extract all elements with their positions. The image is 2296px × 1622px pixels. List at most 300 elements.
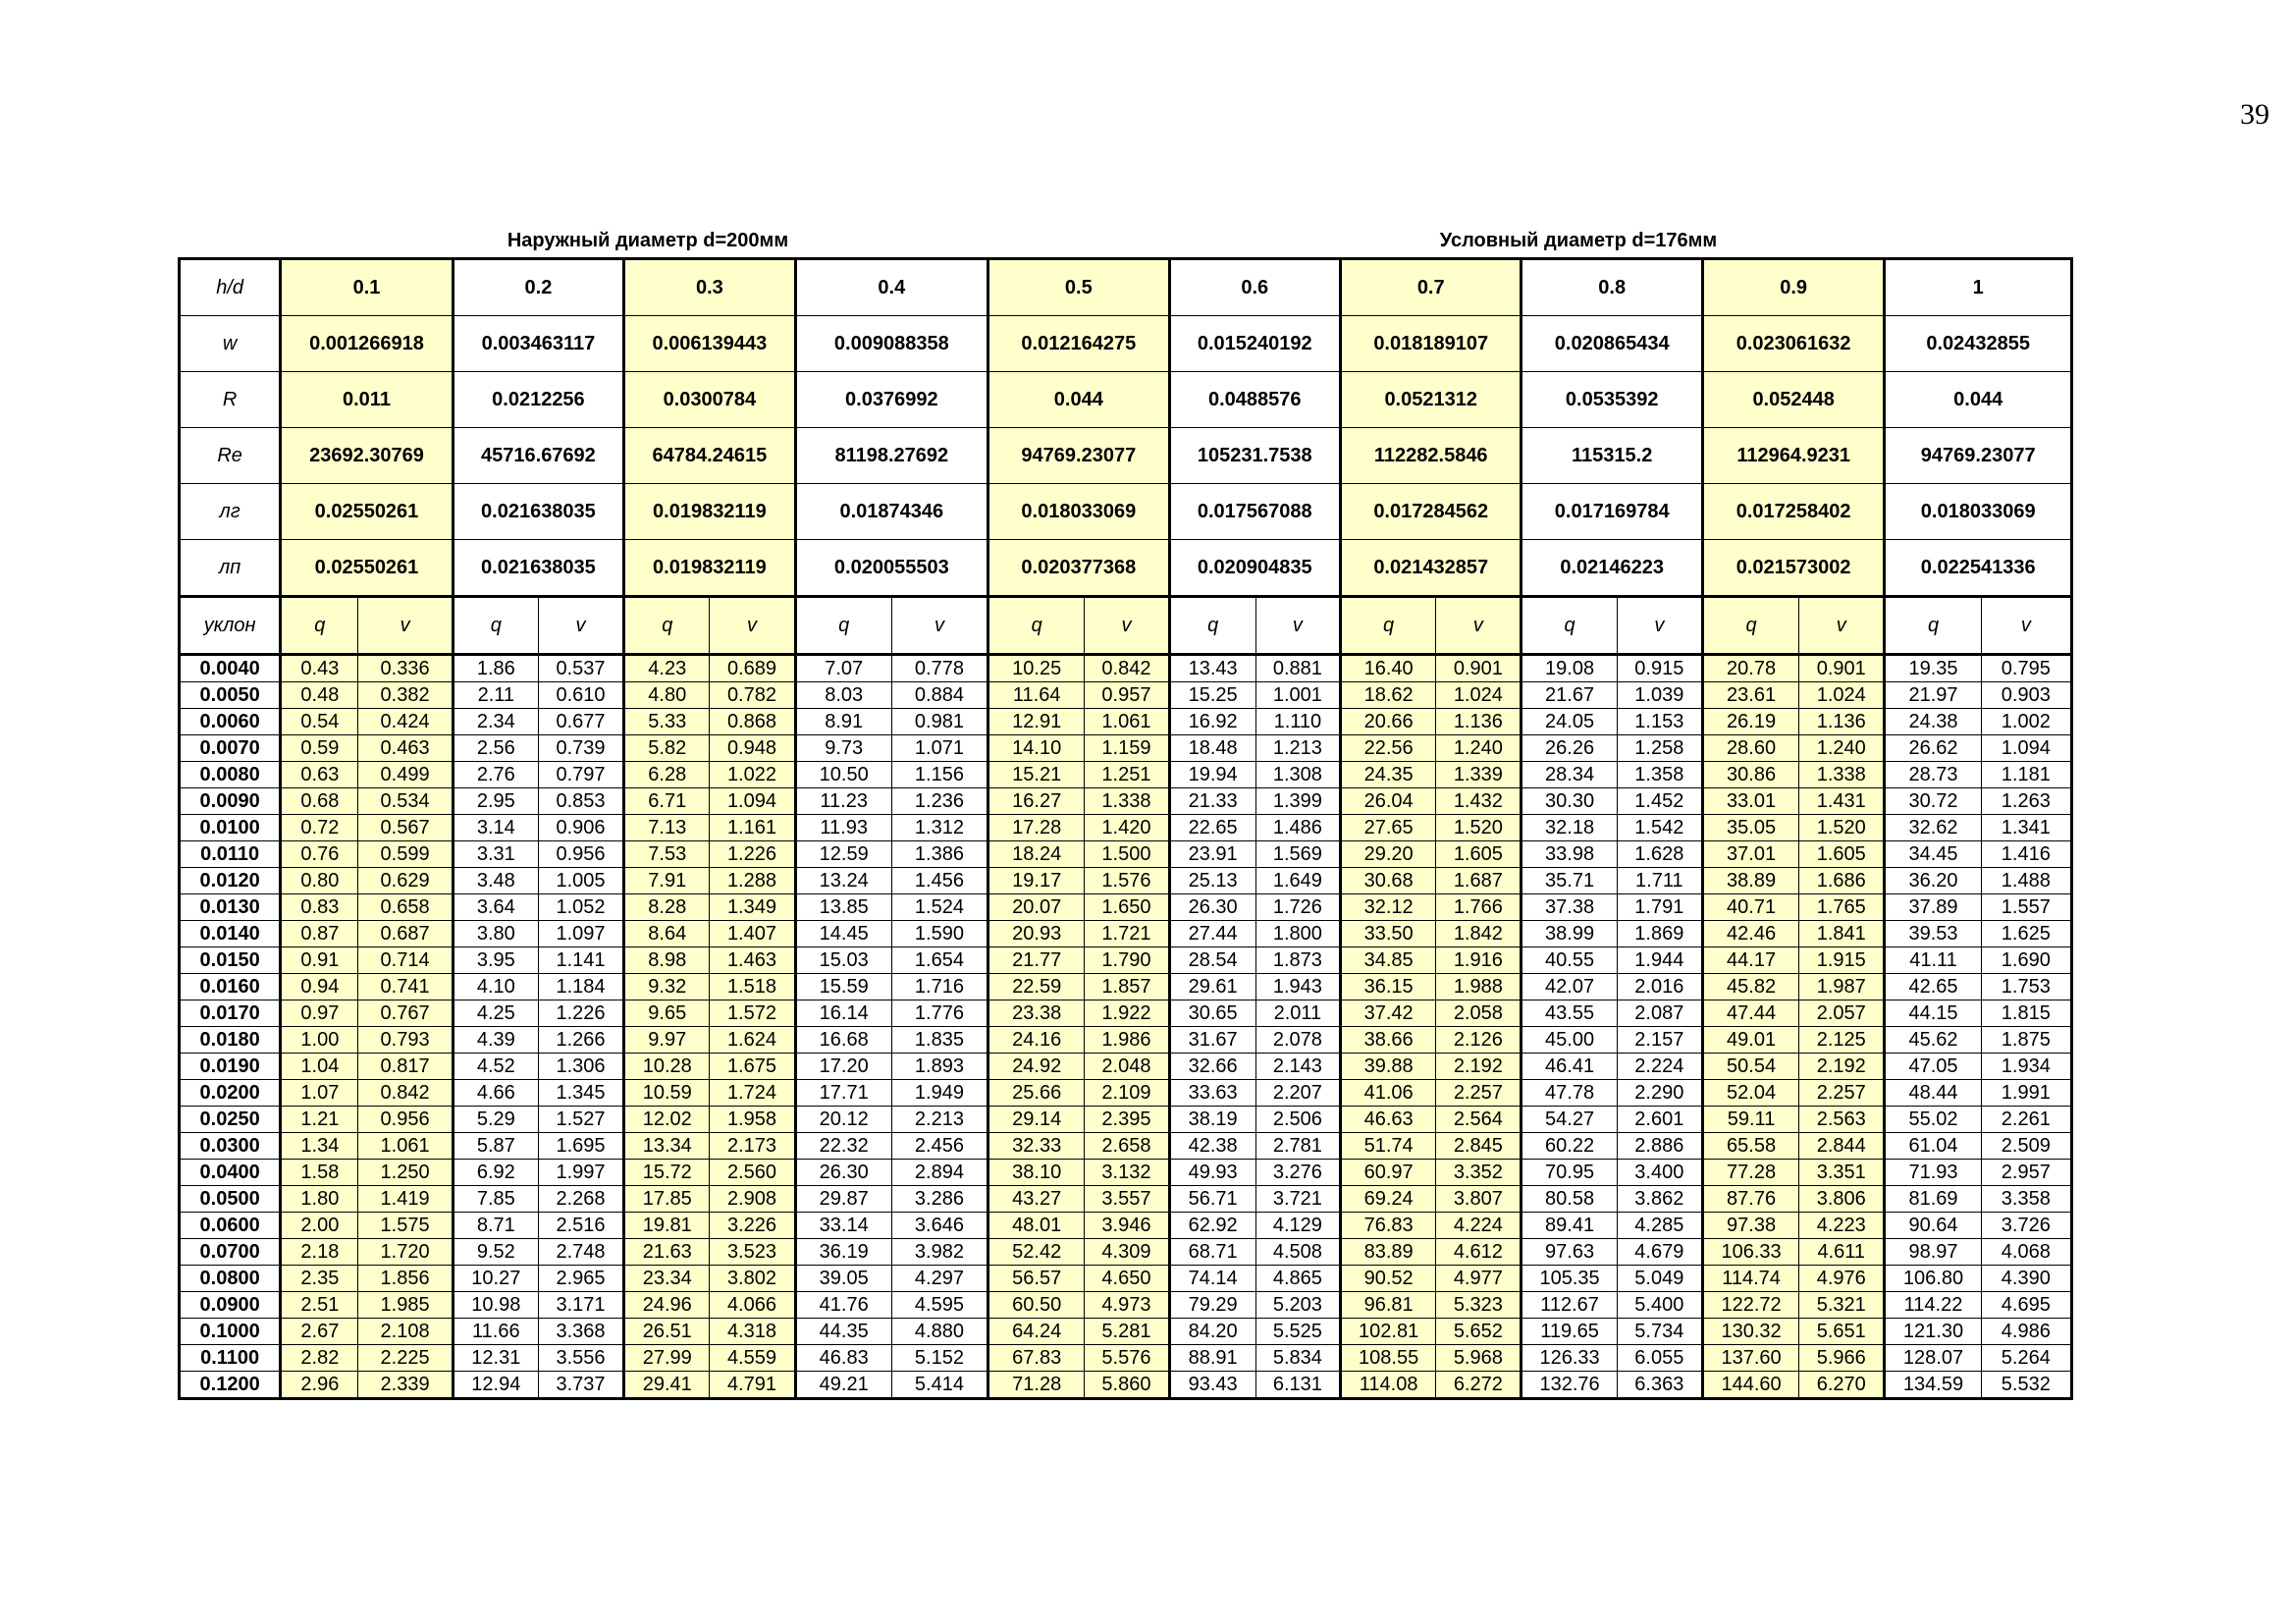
v-value-cell: 0.903 bbox=[1981, 682, 2071, 709]
q-value-cell: 6.92 bbox=[453, 1160, 538, 1186]
q-value-cell: 41.11 bbox=[1885, 947, 1981, 974]
row-label-hd: h/d bbox=[180, 259, 281, 316]
q-value-cell: 43.55 bbox=[1522, 1000, 1617, 1027]
v-value-cell: 0.629 bbox=[358, 868, 453, 894]
v-value-cell: 2.126 bbox=[1436, 1027, 1522, 1054]
v-value-cell: 2.257 bbox=[1436, 1080, 1522, 1107]
v-value-cell: 6.272 bbox=[1436, 1372, 1522, 1399]
cell-lp-8: 0.021573002 bbox=[1702, 540, 1884, 597]
q-value-cell: 39.88 bbox=[1340, 1054, 1435, 1080]
v-value-cell: 1.875 bbox=[1981, 1027, 2071, 1054]
v-value-cell: 2.143 bbox=[1255, 1054, 1340, 1080]
v-header-1: v bbox=[538, 597, 623, 655]
cell-R-8: 0.052448 bbox=[1702, 372, 1884, 428]
q-value-cell: 22.56 bbox=[1340, 735, 1435, 762]
v-value-cell: 4.880 bbox=[891, 1319, 988, 1345]
cell-R-6: 0.0521312 bbox=[1340, 372, 1521, 428]
q-value-cell: 27.44 bbox=[1169, 921, 1255, 947]
cell-hd-7: 0.8 bbox=[1522, 259, 1702, 316]
v-value-cell: 2.057 bbox=[1799, 1000, 1885, 1027]
q-value-cell: 30.86 bbox=[1702, 762, 1798, 788]
q-value-cell: 89.41 bbox=[1522, 1213, 1617, 1239]
v-value-cell: 3.132 bbox=[1085, 1160, 1169, 1186]
q-value-cell: 98.97 bbox=[1885, 1239, 1981, 1266]
q-value-cell: 25.13 bbox=[1169, 868, 1255, 894]
table-row bbox=[180, 709, 2072, 735]
q-value-cell: 38.66 bbox=[1340, 1027, 1435, 1054]
v-value-cell: 5.834 bbox=[1255, 1345, 1340, 1372]
q-value-cell: 29.41 bbox=[624, 1372, 710, 1399]
q-value-cell: 67.83 bbox=[988, 1345, 1085, 1372]
v-header-6: v bbox=[1436, 597, 1522, 655]
v-value-cell: 1.184 bbox=[538, 974, 623, 1000]
v-value-cell: 2.207 bbox=[1255, 1080, 1340, 1107]
q-value-cell: 55.02 bbox=[1885, 1107, 1981, 1133]
v-value-cell: 4.650 bbox=[1085, 1266, 1169, 1292]
v-value-cell: 1.251 bbox=[1085, 762, 1169, 788]
q-value-cell: 37.01 bbox=[1702, 841, 1798, 868]
v-value-cell: 1.944 bbox=[1617, 947, 1702, 974]
q-value-cell: 39.53 bbox=[1885, 921, 1981, 947]
q-value-cell: 0.72 bbox=[281, 815, 358, 841]
cell-Re-4: 94769.23077 bbox=[988, 428, 1169, 484]
v-header-0: v bbox=[358, 597, 453, 655]
v-value-cell: 2.601 bbox=[1617, 1107, 1702, 1133]
v-value-cell: 2.456 bbox=[891, 1133, 988, 1160]
q-value-cell: 26.04 bbox=[1340, 788, 1435, 815]
q-value-cell: 21.97 bbox=[1885, 682, 1981, 709]
q-value-cell: 77.28 bbox=[1702, 1160, 1798, 1186]
q-header-7: q bbox=[1522, 597, 1617, 655]
table-row bbox=[180, 1133, 2072, 1160]
q-value-cell: 79.29 bbox=[1169, 1292, 1255, 1319]
v-value-cell: 0.981 bbox=[891, 709, 988, 735]
q-value-cell: 24.35 bbox=[1340, 762, 1435, 788]
q-value-cell: 0.63 bbox=[281, 762, 358, 788]
q-value-cell: 21.77 bbox=[988, 947, 1085, 974]
q-value-cell: 90.52 bbox=[1340, 1266, 1435, 1292]
cell-Re-1: 45716.67692 bbox=[453, 428, 623, 484]
v-value-cell: 6.363 bbox=[1617, 1372, 1702, 1399]
slope-cell: 0.0100 bbox=[180, 815, 281, 841]
cell-lp-0: 0.02550261 bbox=[281, 540, 453, 597]
q-value-cell: 114.74 bbox=[1702, 1266, 1798, 1292]
q-value-cell: 34.85 bbox=[1340, 947, 1435, 974]
v-value-cell: 3.352 bbox=[1436, 1160, 1522, 1186]
table-row bbox=[180, 735, 2072, 762]
v-value-cell: 1.258 bbox=[1617, 735, 1702, 762]
slope-cell: 0.0180 bbox=[180, 1027, 281, 1054]
v-value-cell: 3.982 bbox=[891, 1239, 988, 1266]
table-row bbox=[180, 1054, 2072, 1080]
slope-cell: 0.1200 bbox=[180, 1372, 281, 1399]
table-row bbox=[180, 841, 2072, 868]
q-value-cell: 96.81 bbox=[1340, 1292, 1435, 1319]
q-value-cell: 13.85 bbox=[795, 894, 891, 921]
q-value-cell: 30.72 bbox=[1885, 788, 1981, 815]
q-value-cell: 11.23 bbox=[795, 788, 891, 815]
q-value-cell: 19.17 bbox=[988, 868, 1085, 894]
q-value-cell: 42.07 bbox=[1522, 974, 1617, 1000]
v-value-cell: 0.795 bbox=[1981, 655, 2071, 682]
v-value-cell: 0.793 bbox=[358, 1027, 453, 1054]
q-value-cell: 20.66 bbox=[1340, 709, 1435, 735]
q-value-cell: 24.96 bbox=[624, 1292, 710, 1319]
cell-R-0: 0.011 bbox=[281, 372, 453, 428]
cell-lp-5: 0.020904835 bbox=[1169, 540, 1340, 597]
slope-cell: 0.0700 bbox=[180, 1239, 281, 1266]
q-value-cell: 97.38 bbox=[1702, 1213, 1798, 1239]
slope-cell: 0.0040 bbox=[180, 655, 281, 682]
q-value-cell: 23.34 bbox=[624, 1266, 710, 1292]
q-value-cell: 2.82 bbox=[281, 1345, 358, 1372]
v-value-cell: 3.737 bbox=[538, 1372, 623, 1399]
q-value-cell: 19.94 bbox=[1169, 762, 1255, 788]
q-value-cell: 2.11 bbox=[453, 682, 538, 709]
v-value-cell: 5.049 bbox=[1617, 1266, 1702, 1292]
q-value-cell: 30.68 bbox=[1340, 868, 1435, 894]
q-value-cell: 106.33 bbox=[1702, 1239, 1798, 1266]
v-value-cell: 1.605 bbox=[1436, 841, 1522, 868]
q-value-cell: 102.81 bbox=[1340, 1319, 1435, 1345]
v-value-cell: 1.835 bbox=[891, 1027, 988, 1054]
slope-cell: 0.0060 bbox=[180, 709, 281, 735]
q-value-cell: 62.92 bbox=[1169, 1213, 1255, 1239]
v-value-cell: 4.611 bbox=[1799, 1239, 1885, 1266]
cell-hd-9: 1 bbox=[1885, 259, 2072, 316]
q-value-cell: 0.87 bbox=[281, 921, 358, 947]
q-value-cell: 33.14 bbox=[795, 1213, 891, 1239]
q-value-cell: 39.05 bbox=[795, 1266, 891, 1292]
q-value-cell: 9.52 bbox=[453, 1239, 538, 1266]
q-value-cell: 18.62 bbox=[1340, 682, 1435, 709]
v-value-cell: 3.276 bbox=[1255, 1160, 1340, 1186]
row-label-lg: лг bbox=[180, 484, 281, 540]
q-value-cell: 17.85 bbox=[624, 1186, 710, 1213]
q-value-cell: 1.04 bbox=[281, 1054, 358, 1080]
q-value-cell: 36.15 bbox=[1340, 974, 1435, 1000]
v-value-cell: 4.865 bbox=[1255, 1266, 1340, 1292]
cell-w-3: 0.009088358 bbox=[795, 316, 988, 372]
cell-R-7: 0.0535392 bbox=[1522, 372, 1702, 428]
cell-R-2: 0.0300784 bbox=[624, 372, 795, 428]
v-value-cell: 2.845 bbox=[1436, 1133, 1522, 1160]
v-value-cell: 1.349 bbox=[710, 894, 795, 921]
v-value-cell: 0.567 bbox=[358, 815, 453, 841]
v-value-cell: 1.071 bbox=[891, 735, 988, 762]
caption-outer-diameter: Наружный диаметр d=200мм bbox=[507, 230, 789, 251]
slope-cell: 0.0500 bbox=[180, 1186, 281, 1213]
q-value-cell: 31.67 bbox=[1169, 1027, 1255, 1054]
v-value-cell: 0.956 bbox=[358, 1107, 453, 1133]
v-value-cell: 4.318 bbox=[710, 1319, 795, 1345]
v-value-cell: 5.734 bbox=[1617, 1319, 1702, 1345]
q-value-cell: 44.17 bbox=[1702, 947, 1798, 974]
table-row bbox=[180, 1266, 2072, 1292]
cell-w-8: 0.023061632 bbox=[1702, 316, 1884, 372]
q-value-cell: 74.14 bbox=[1169, 1266, 1255, 1292]
v-value-cell: 4.068 bbox=[1981, 1239, 2071, 1266]
q-header-8: q bbox=[1702, 597, 1798, 655]
v-value-cell: 1.542 bbox=[1617, 815, 1702, 841]
cell-lg-1: 0.021638035 bbox=[453, 484, 623, 540]
cell-w-5: 0.015240192 bbox=[1169, 316, 1340, 372]
slope-cell: 0.0170 bbox=[180, 1000, 281, 1027]
q-value-cell: 3.64 bbox=[453, 894, 538, 921]
table-row bbox=[180, 1107, 2072, 1133]
q-value-cell: 28.73 bbox=[1885, 762, 1981, 788]
slope-cell: 0.0400 bbox=[180, 1160, 281, 1186]
v-value-cell: 1.488 bbox=[1981, 868, 2071, 894]
v-value-cell: 1.873 bbox=[1255, 947, 1340, 974]
v-value-cell: 0.687 bbox=[358, 921, 453, 947]
v-value-cell: 1.001 bbox=[1255, 682, 1340, 709]
q-value-cell: 2.35 bbox=[281, 1266, 358, 1292]
q-value-cell: 11.64 bbox=[988, 682, 1085, 709]
v-value-cell: 0.714 bbox=[358, 947, 453, 974]
q-value-cell: 11.66 bbox=[453, 1319, 538, 1345]
q-value-cell: 8.71 bbox=[453, 1213, 538, 1239]
cell-lp-1: 0.021638035 bbox=[453, 540, 623, 597]
q-value-cell: 61.04 bbox=[1885, 1133, 1981, 1160]
cell-R-9: 0.044 bbox=[1885, 372, 2072, 428]
q-value-cell: 0.68 bbox=[281, 788, 358, 815]
v-value-cell: 0.658 bbox=[358, 894, 453, 921]
v-value-cell: 5.651 bbox=[1799, 1319, 1885, 1345]
v-value-cell: 3.556 bbox=[538, 1345, 623, 1372]
q-value-cell: 52.42 bbox=[988, 1239, 1085, 1266]
v-value-cell: 2.192 bbox=[1436, 1054, 1522, 1080]
v-value-cell: 2.748 bbox=[538, 1239, 623, 1266]
q-value-cell: 4.80 bbox=[624, 682, 710, 709]
q-value-cell: 42.65 bbox=[1885, 974, 1981, 1000]
v-value-cell: 1.590 bbox=[891, 921, 988, 947]
q-header-0: q bbox=[281, 597, 358, 655]
v-value-cell: 1.791 bbox=[1617, 894, 1702, 921]
v-value-cell: 2.011 bbox=[1255, 1000, 1340, 1027]
table-row bbox=[180, 1080, 2072, 1107]
table-row bbox=[180, 655, 2072, 682]
cell-lg-5: 0.017567088 bbox=[1169, 484, 1340, 540]
q-value-cell: 69.24 bbox=[1340, 1186, 1435, 1213]
v-value-cell: 3.721 bbox=[1255, 1186, 1340, 1213]
cell-lg-2: 0.019832119 bbox=[624, 484, 795, 540]
slope-cell: 0.0190 bbox=[180, 1054, 281, 1080]
v-value-cell: 1.463 bbox=[710, 947, 795, 974]
q-value-cell: 93.43 bbox=[1169, 1372, 1255, 1399]
v-value-cell: 1.094 bbox=[1981, 735, 2071, 762]
v-value-cell: 2.078 bbox=[1255, 1027, 1340, 1054]
q-value-cell: 14.10 bbox=[988, 735, 1085, 762]
v-value-cell: 1.869 bbox=[1617, 921, 1702, 947]
q-value-cell: 8.64 bbox=[624, 921, 710, 947]
q-value-cell: 21.67 bbox=[1522, 682, 1617, 709]
q-value-cell: 2.00 bbox=[281, 1213, 358, 1239]
table-row bbox=[180, 894, 2072, 921]
cell-Re-9: 94769.23077 bbox=[1885, 428, 2072, 484]
q-value-cell: 106.80 bbox=[1885, 1266, 1981, 1292]
v-value-cell: 1.263 bbox=[1981, 788, 2071, 815]
v-header-5: v bbox=[1255, 597, 1340, 655]
q-header-5: q bbox=[1169, 597, 1255, 655]
q-value-cell: 36.19 bbox=[795, 1239, 891, 1266]
row-label-Re: Re bbox=[180, 428, 281, 484]
slope-cell: 0.0120 bbox=[180, 868, 281, 894]
v-value-cell: 1.572 bbox=[710, 1000, 795, 1027]
table-row bbox=[180, 1186, 2072, 1213]
cell-lg-8: 0.017258402 bbox=[1702, 484, 1884, 540]
q-value-cell: 28.34 bbox=[1522, 762, 1617, 788]
v-value-cell: 4.129 bbox=[1255, 1213, 1340, 1239]
header-row-hd bbox=[180, 259, 2072, 316]
q-value-cell: 45.82 bbox=[1702, 974, 1798, 1000]
q-value-cell: 2.76 bbox=[453, 762, 538, 788]
q-value-cell: 46.83 bbox=[795, 1345, 891, 1372]
v-value-cell: 1.856 bbox=[358, 1266, 453, 1292]
q-value-cell: 22.59 bbox=[988, 974, 1085, 1000]
v-value-cell: 1.991 bbox=[1981, 1080, 2071, 1107]
q-header-3: q bbox=[795, 597, 891, 655]
q-value-cell: 15.21 bbox=[988, 762, 1085, 788]
cell-lg-3: 0.01874346 bbox=[795, 484, 988, 540]
q-value-cell: 5.87 bbox=[453, 1133, 538, 1160]
slope-cell: 0.0800 bbox=[180, 1266, 281, 1292]
q-value-cell: 16.27 bbox=[988, 788, 1085, 815]
q-value-cell: 27.99 bbox=[624, 1345, 710, 1372]
q-value-cell: 29.14 bbox=[988, 1107, 1085, 1133]
q-value-cell: 34.45 bbox=[1885, 841, 1981, 868]
q-value-cell: 0.76 bbox=[281, 841, 358, 868]
q-value-cell: 122.72 bbox=[1702, 1292, 1798, 1319]
cell-lp-2: 0.019832119 bbox=[624, 540, 795, 597]
table-row bbox=[180, 1160, 2072, 1186]
q-value-cell: 9.73 bbox=[795, 735, 891, 762]
v-value-cell: 0.956 bbox=[538, 841, 623, 868]
v-value-cell: 4.223 bbox=[1799, 1213, 1885, 1239]
v-value-cell: 2.087 bbox=[1617, 1000, 1702, 1027]
q-value-cell: 33.01 bbox=[1702, 788, 1798, 815]
v-value-cell: 3.171 bbox=[538, 1292, 623, 1319]
v-value-cell: 0.599 bbox=[358, 841, 453, 868]
q-value-cell: 144.60 bbox=[1702, 1372, 1798, 1399]
v-value-cell: 1.576 bbox=[1085, 868, 1169, 894]
v-value-cell: 1.654 bbox=[891, 947, 988, 974]
v-value-cell: 1.893 bbox=[891, 1054, 988, 1080]
v-value-cell: 3.400 bbox=[1617, 1160, 1702, 1186]
q-value-cell: 23.61 bbox=[1702, 682, 1798, 709]
q-value-cell: 23.91 bbox=[1169, 841, 1255, 868]
q-value-cell: 10.98 bbox=[453, 1292, 538, 1319]
v-value-cell: 0.610 bbox=[538, 682, 623, 709]
q-value-cell: 0.91 bbox=[281, 947, 358, 974]
v-value-cell: 1.386 bbox=[891, 841, 988, 868]
row-label-w: w bbox=[180, 316, 281, 372]
q-value-cell: 56.71 bbox=[1169, 1186, 1255, 1213]
cell-lg-7: 0.017169784 bbox=[1522, 484, 1702, 540]
cell-w-4: 0.012164275 bbox=[988, 316, 1169, 372]
v-value-cell: 0.842 bbox=[358, 1080, 453, 1107]
v-value-cell: 4.973 bbox=[1085, 1292, 1169, 1319]
v-value-cell: 5.968 bbox=[1436, 1345, 1522, 1372]
v-value-cell: 1.419 bbox=[358, 1186, 453, 1213]
v-value-cell: 5.281 bbox=[1085, 1319, 1169, 1345]
q-value-cell: 38.89 bbox=[1702, 868, 1798, 894]
q-value-cell: 42.46 bbox=[1702, 921, 1798, 947]
v-value-cell: 2.886 bbox=[1617, 1133, 1702, 1160]
q-value-cell: 37.89 bbox=[1885, 894, 1981, 921]
q-value-cell: 15.03 bbox=[795, 947, 891, 974]
v-value-cell: 0.499 bbox=[358, 762, 453, 788]
q-value-cell: 46.63 bbox=[1340, 1107, 1435, 1133]
v-value-cell: 1.720 bbox=[358, 1239, 453, 1266]
v-value-cell: 5.525 bbox=[1255, 1319, 1340, 1345]
q-value-cell: 15.25 bbox=[1169, 682, 1255, 709]
v-value-cell: 1.306 bbox=[538, 1054, 623, 1080]
q-value-cell: 29.87 bbox=[795, 1186, 891, 1213]
q-value-cell: 29.20 bbox=[1340, 841, 1435, 868]
v-header-4: v bbox=[1085, 597, 1169, 655]
v-value-cell: 1.024 bbox=[1436, 682, 1522, 709]
q-value-cell: 134.59 bbox=[1885, 1372, 1981, 1399]
table-row bbox=[180, 1372, 2072, 1399]
v-value-cell: 1.916 bbox=[1436, 947, 1522, 974]
q-value-cell: 40.71 bbox=[1702, 894, 1798, 921]
v-value-cell: 1.161 bbox=[710, 815, 795, 841]
slope-cell: 0.1000 bbox=[180, 1319, 281, 1345]
v-value-cell: 1.934 bbox=[1981, 1054, 2071, 1080]
q-value-cell: 8.91 bbox=[795, 709, 891, 735]
q-value-cell: 16.40 bbox=[1340, 655, 1435, 682]
v-value-cell: 0.782 bbox=[710, 682, 795, 709]
q-value-cell: 119.65 bbox=[1522, 1319, 1617, 1345]
v-value-cell: 1.518 bbox=[710, 974, 795, 1000]
q-value-cell: 65.58 bbox=[1702, 1133, 1798, 1160]
q-value-cell: 10.28 bbox=[624, 1054, 710, 1080]
table-row bbox=[180, 921, 2072, 947]
v-value-cell: 2.395 bbox=[1085, 1107, 1169, 1133]
v-value-cell: 4.224 bbox=[1436, 1213, 1522, 1239]
q-value-cell: 1.80 bbox=[281, 1186, 358, 1213]
q-value-cell: 21.63 bbox=[624, 1239, 710, 1266]
v-value-cell: 0.868 bbox=[710, 709, 795, 735]
q-value-cell: 4.10 bbox=[453, 974, 538, 1000]
q-value-cell: 8.98 bbox=[624, 947, 710, 974]
q-value-cell: 25.66 bbox=[988, 1080, 1085, 1107]
v-value-cell: 1.153 bbox=[1617, 709, 1702, 735]
v-value-cell: 2.257 bbox=[1799, 1080, 1885, 1107]
cell-R-1: 0.0212256 bbox=[453, 372, 623, 428]
q-value-cell: 37.38 bbox=[1522, 894, 1617, 921]
q-value-cell: 4.39 bbox=[453, 1027, 538, 1054]
q-value-cell: 2.95 bbox=[453, 788, 538, 815]
slope-cell: 0.1100 bbox=[180, 1345, 281, 1372]
header-row-lp bbox=[180, 540, 2072, 597]
q-value-cell: 60.22 bbox=[1522, 1133, 1617, 1160]
q-value-cell: 60.50 bbox=[988, 1292, 1085, 1319]
v-value-cell: 2.173 bbox=[710, 1133, 795, 1160]
v-value-cell: 1.625 bbox=[1981, 921, 2071, 947]
q-value-cell: 52.04 bbox=[1702, 1080, 1798, 1107]
q-value-cell: 2.67 bbox=[281, 1319, 358, 1345]
qv-header-row bbox=[180, 597, 2072, 655]
v-value-cell: 1.266 bbox=[538, 1027, 623, 1054]
v-value-cell: 3.523 bbox=[710, 1239, 795, 1266]
q-value-cell: 76.83 bbox=[1340, 1213, 1435, 1239]
v-value-cell: 1.061 bbox=[358, 1133, 453, 1160]
q-value-cell: 0.97 bbox=[281, 1000, 358, 1027]
q-value-cell: 83.89 bbox=[1340, 1239, 1435, 1266]
v-value-cell: 2.224 bbox=[1617, 1054, 1702, 1080]
